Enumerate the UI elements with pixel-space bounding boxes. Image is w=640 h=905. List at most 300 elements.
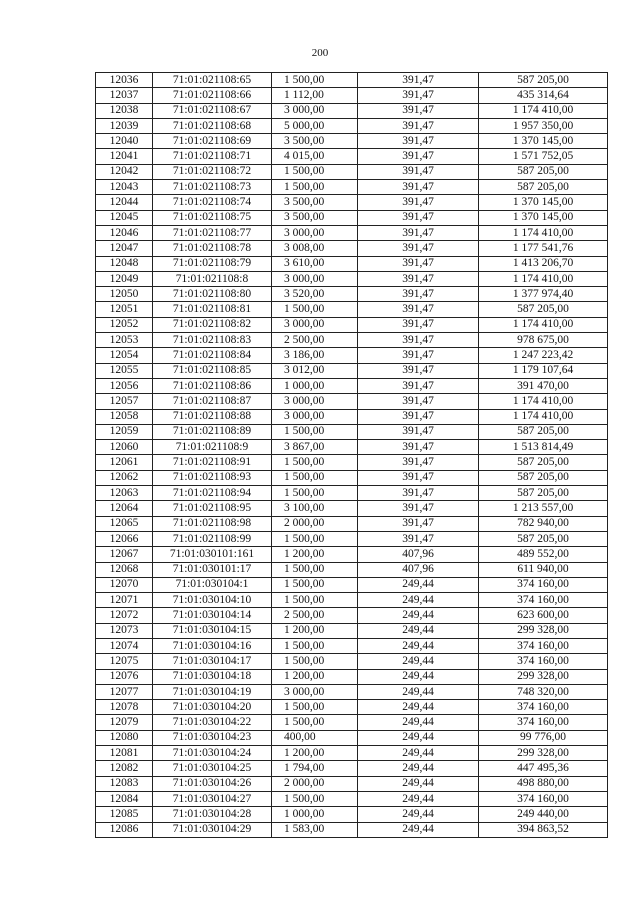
area-cell: 3 610,00 [272,256,358,271]
row-number-cell: 12052 [96,317,153,332]
area-cell: 3 100,00 [272,501,358,516]
row-number-cell: 12061 [96,455,153,470]
total-value-cell: 1 177 541,76 [479,241,608,256]
area-cell: 3 500,00 [272,134,358,149]
rate-cell: 249,44 [358,776,479,791]
table-row [96,348,608,363]
cadastral-number-cell: 71:01:021108:89 [153,424,272,439]
table-row [96,440,608,455]
total-value-cell: 587 205,00 [479,455,608,470]
total-value-cell: 1 174 410,00 [479,394,608,409]
rate-cell: 249,44 [358,761,479,776]
row-number-cell: 12044 [96,195,153,210]
total-value-cell: 611 940,00 [479,562,608,577]
cadastral-number-cell: 71:01:030104:20 [153,700,272,715]
table-row [96,547,608,562]
rate-cell: 391,47 [358,486,479,501]
cadastral-number-cell: 71:01:030101:161 [153,547,272,562]
rate-cell: 391,47 [358,210,479,225]
total-value-cell: 249 440,00 [479,807,608,822]
total-value-cell: 1 174 410,00 [479,103,608,118]
cadastral-number-cell: 71:01:021108:86 [153,378,272,393]
rate-cell: 391,47 [358,470,479,485]
total-value-cell: 1 174 410,00 [479,409,608,424]
area-cell: 1 500,00 [272,700,358,715]
area-cell: 3 000,00 [272,409,358,424]
table-row [96,317,608,332]
table-row [96,225,608,240]
rate-cell: 391,47 [358,333,479,348]
cadastral-number-cell: 71:01:030104:28 [153,807,272,822]
rate-cell: 407,96 [358,547,479,562]
cadastral-number-cell: 71:01:030104:16 [153,638,272,653]
row-number-cell: 12057 [96,394,153,409]
table-row [96,271,608,286]
rate-cell: 391,47 [358,317,479,332]
table-row [96,715,608,730]
table-row [96,210,608,225]
row-number-cell: 12039 [96,118,153,133]
cadastral-number-cell: 71:01:021108:74 [153,195,272,210]
table-row [96,424,608,439]
total-value-cell: 587 205,00 [479,531,608,546]
table-row [96,455,608,470]
cadastral-number-cell: 71:01:030104:15 [153,623,272,638]
rate-cell: 391,47 [358,195,479,210]
cadastral-number-cell: 71:01:021108:73 [153,180,272,195]
row-number-cell: 12050 [96,287,153,302]
table-row [96,562,608,577]
total-value-cell: 374 160,00 [479,791,608,806]
table-row [96,608,608,623]
area-cell: 3 867,00 [272,440,358,455]
area-cell: 1 500,00 [272,73,358,88]
table-row [96,577,608,592]
row-number-cell: 12054 [96,348,153,363]
area-cell: 3 000,00 [272,271,358,286]
area-cell: 1 200,00 [272,669,358,684]
total-value-cell: 374 160,00 [479,654,608,669]
rate-cell: 391,47 [358,149,479,164]
total-value-cell: 587 205,00 [479,180,608,195]
cadastral-number-cell: 71:01:030104:19 [153,684,272,699]
area-cell: 4 015,00 [272,149,358,164]
row-number-cell: 12062 [96,470,153,485]
area-cell: 1 500,00 [272,593,358,608]
cadastral-number-cell: 71:01:021108:75 [153,210,272,225]
total-value-cell: 1 174 410,00 [479,271,608,286]
total-value-cell: 1 370 145,00 [479,134,608,149]
total-value-cell: 447 495,36 [479,761,608,776]
cadastral-number-cell: 71:01:021108:93 [153,470,272,485]
cadastral-number-cell: 71:01:021108:8 [153,271,272,286]
cadastral-number-cell: 71:01:021108:65 [153,73,272,88]
row-number-cell: 12042 [96,164,153,179]
rate-cell: 391,47 [358,134,479,149]
row-number-cell: 12063 [96,486,153,501]
cadastral-number-cell: 71:01:030104:22 [153,715,272,730]
cadastral-number-cell: 71:01:021108:84 [153,348,272,363]
total-value-cell: 978 675,00 [479,333,608,348]
rate-cell: 391,47 [358,348,479,363]
row-number-cell: 12046 [96,225,153,240]
cadastral-number-cell: 71:01:021108:9 [153,440,272,455]
cadastral-number-cell: 71:01:030104:25 [153,761,272,776]
row-number-cell: 12074 [96,638,153,653]
table-row [96,164,608,179]
cadastral-number-cell: 71:01:021108:82 [153,317,272,332]
rate-cell: 249,44 [358,623,479,638]
area-cell: 2 000,00 [272,776,358,791]
cadastral-number-cell: 71:01:030104:24 [153,746,272,761]
area-cell: 1 500,00 [272,638,358,653]
registry-table-body [96,73,608,838]
total-value-cell: 587 205,00 [479,424,608,439]
table-row [96,516,608,531]
table-row [96,807,608,822]
area-cell: 1 794,00 [272,761,358,776]
row-number-cell: 12059 [96,424,153,439]
area-cell: 1 200,00 [272,547,358,562]
area-cell: 1 500,00 [272,562,358,577]
cadastral-number-cell: 71:01:030104:10 [153,593,272,608]
row-number-cell: 12077 [96,684,153,699]
area-cell: 3 000,00 [272,394,358,409]
total-value-cell: 1 413 206,70 [479,256,608,271]
total-value-cell: 489 552,00 [479,547,608,562]
rate-cell: 391,47 [358,241,479,256]
area-cell: 3 012,00 [272,363,358,378]
cadastral-number-cell: 71:01:021108:88 [153,409,272,424]
total-value-cell: 299 328,00 [479,746,608,761]
area-cell: 3 000,00 [272,103,358,118]
cadastral-number-cell: 71:01:021108:78 [153,241,272,256]
cadastral-number-cell: 71:01:021108:98 [153,516,272,531]
table-row [96,746,608,761]
cadastral-number-cell: 71:01:021108:83 [153,333,272,348]
row-number-cell: 12051 [96,302,153,317]
table-row [96,287,608,302]
rate-cell: 391,47 [358,378,479,393]
area-cell: 2 500,00 [272,608,358,623]
row-number-cell: 12053 [96,333,153,348]
area-cell: 3 520,00 [272,287,358,302]
table-row [96,241,608,256]
rate-cell: 391,47 [358,531,479,546]
area-cell: 3 000,00 [272,684,358,699]
total-value-cell: 1 377 974,40 [479,287,608,302]
rate-cell: 391,47 [358,424,479,439]
area-cell: 3 008,00 [272,241,358,256]
row-number-cell: 12058 [96,409,153,424]
table-row [96,761,608,776]
area-cell: 1 583,00 [272,822,358,837]
total-value-cell: 782 940,00 [479,516,608,531]
table-row [96,700,608,715]
table-row [96,149,608,164]
table-row [96,669,608,684]
row-number-cell: 12060 [96,440,153,455]
row-number-cell: 12038 [96,103,153,118]
rate-cell: 249,44 [358,593,479,608]
row-number-cell: 12066 [96,531,153,546]
table-row [96,180,608,195]
row-number-cell: 12070 [96,577,153,592]
table-row [96,791,608,806]
row-number-cell: 12036 [96,73,153,88]
table-row [96,623,608,638]
cadastral-number-cell: 71:01:030104:26 [153,776,272,791]
cadastral-number-cell: 71:01:021108:69 [153,134,272,149]
cadastral-number-cell: 71:01:021108:71 [153,149,272,164]
row-number-cell: 12048 [96,256,153,271]
rate-cell: 391,47 [358,501,479,516]
table-row [96,638,608,653]
rate-cell: 249,44 [358,746,479,761]
rate-cell: 391,47 [358,225,479,240]
row-number-cell: 12080 [96,730,153,745]
total-value-cell: 1 571 752,05 [479,149,608,164]
table-row [96,88,608,103]
registry-table [95,72,608,838]
rate-cell: 249,44 [358,715,479,730]
table-row [96,195,608,210]
total-value-cell: 374 160,00 [479,577,608,592]
table-row [96,531,608,546]
rate-cell: 249,44 [358,669,479,684]
table-row [96,363,608,378]
page-number: 200 [311,47,329,59]
rate-cell: 391,47 [358,164,479,179]
area-cell: 3 500,00 [272,195,358,210]
row-number-cell: 12040 [96,134,153,149]
cadastral-number-cell: 71:01:021108:77 [153,225,272,240]
row-number-cell: 12065 [96,516,153,531]
total-value-cell: 1 513 814,49 [479,440,608,455]
row-number-cell: 12081 [96,746,153,761]
area-cell: 3 000,00 [272,317,358,332]
total-value-cell: 374 160,00 [479,715,608,730]
area-cell: 1 200,00 [272,746,358,761]
area-cell: 1 500,00 [272,654,358,669]
table-row [96,654,608,669]
area-cell: 1 500,00 [272,791,358,806]
cadastral-number-cell: 71:01:021108:85 [153,363,272,378]
area-cell: 5 000,00 [272,118,358,133]
rate-cell: 391,47 [358,73,479,88]
area-cell: 1 500,00 [272,715,358,730]
cadastral-number-cell: 71:01:021108:68 [153,118,272,133]
rate-cell: 249,44 [358,822,479,837]
table-row [96,486,608,501]
row-number-cell: 12068 [96,562,153,577]
rate-cell: 391,47 [358,271,479,286]
rate-cell: 391,47 [358,103,479,118]
rate-cell: 391,47 [358,394,479,409]
cadastral-number-cell: 71:01:021108:66 [153,88,272,103]
table-row [96,593,608,608]
total-value-cell: 1 174 410,00 [479,317,608,332]
total-value-cell: 391 470,00 [479,378,608,393]
row-number-cell: 12045 [96,210,153,225]
row-number-cell: 12049 [96,271,153,286]
table-row [96,394,608,409]
cadastral-number-cell: 71:01:021108:81 [153,302,272,317]
rate-cell: 249,44 [358,638,479,653]
cadastral-number-cell: 71:01:021108:95 [153,501,272,516]
row-number-cell: 12086 [96,822,153,837]
rate-cell: 391,47 [358,440,479,455]
table-row [96,470,608,485]
rate-cell: 249,44 [358,700,479,715]
row-number-cell: 12047 [96,241,153,256]
cadastral-number-cell: 71:01:021108:91 [153,455,272,470]
table-row [96,822,608,837]
rate-cell: 391,47 [358,455,479,470]
total-value-cell: 498 880,00 [479,776,608,791]
total-value-cell: 374 160,00 [479,638,608,653]
area-cell: 1 500,00 [272,531,358,546]
area-cell: 1 112,00 [272,88,358,103]
total-value-cell: 1 370 145,00 [479,195,608,210]
rate-cell: 391,47 [358,409,479,424]
row-number-cell: 12067 [96,547,153,562]
cadastral-number-cell: 71:01:021108:87 [153,394,272,409]
total-value-cell: 435 314,64 [479,88,608,103]
table-row [96,776,608,791]
area-cell: 1 500,00 [272,455,358,470]
rate-cell: 249,44 [358,608,479,623]
cadastral-number-cell: 71:01:021108:79 [153,256,272,271]
area-cell: 1 000,00 [272,807,358,822]
table-row [96,73,608,88]
table-row [96,501,608,516]
row-number-cell: 12079 [96,715,153,730]
row-number-cell: 12043 [96,180,153,195]
rate-cell: 391,47 [358,118,479,133]
row-number-cell: 12072 [96,608,153,623]
row-number-cell: 12085 [96,807,153,822]
total-value-cell: 1 213 557,00 [479,501,608,516]
area-cell: 1 500,00 [272,577,358,592]
total-value-cell: 623 600,00 [479,608,608,623]
rate-cell: 391,47 [358,256,479,271]
cadastral-number-cell: 71:01:030104:18 [153,669,272,684]
total-value-cell: 1 174 410,00 [479,225,608,240]
area-cell: 1 500,00 [272,424,358,439]
rate-cell: 391,47 [358,363,479,378]
table-row [96,302,608,317]
area-cell: 3 500,00 [272,210,358,225]
row-number-cell: 12078 [96,700,153,715]
total-value-cell: 587 205,00 [479,470,608,485]
cadastral-number-cell: 71:01:030104:17 [153,654,272,669]
row-number-cell: 12073 [96,623,153,638]
area-cell: 1 500,00 [272,164,358,179]
total-value-cell: 99 776,00 [479,730,608,745]
total-value-cell: 587 205,00 [479,73,608,88]
total-value-cell: 1 247 223,42 [479,348,608,363]
total-value-cell: 587 205,00 [479,164,608,179]
cadastral-number-cell: 71:01:030104:29 [153,822,272,837]
rate-cell: 391,47 [358,88,479,103]
cadastral-number-cell: 71:01:030104:14 [153,608,272,623]
cadastral-number-cell: 71:01:021108:72 [153,164,272,179]
area-cell: 3 186,00 [272,348,358,363]
table-row [96,134,608,149]
total-value-cell: 748 320,00 [479,684,608,699]
table-row [96,684,608,699]
cadastral-number-cell: 71:01:021108:94 [153,486,272,501]
cadastral-number-cell: 71:01:030101:17 [153,562,272,577]
total-value-cell: 374 160,00 [479,593,608,608]
total-value-cell: 394 863,52 [479,822,608,837]
total-value-cell: 374 160,00 [479,700,608,715]
table-row [96,409,608,424]
rate-cell: 391,47 [358,516,479,531]
cadastral-number-cell: 71:01:030104:23 [153,730,272,745]
row-number-cell: 12083 [96,776,153,791]
table-row [96,730,608,745]
total-value-cell: 1 370 145,00 [479,210,608,225]
rate-cell: 249,44 [358,684,479,699]
rate-cell: 249,44 [358,730,479,745]
cadastral-number-cell: 71:01:021108:80 [153,287,272,302]
total-value-cell: 587 205,00 [479,302,608,317]
row-number-cell: 12076 [96,669,153,684]
row-number-cell: 12064 [96,501,153,516]
area-cell: 3 000,00 [272,225,358,240]
table-row [96,378,608,393]
total-value-cell: 299 328,00 [479,669,608,684]
total-value-cell: 1 179 107,64 [479,363,608,378]
row-number-cell: 12056 [96,378,153,393]
row-number-cell: 12084 [96,791,153,806]
rate-cell: 249,44 [358,654,479,669]
total-value-cell: 299 328,00 [479,623,608,638]
area-cell: 1 200,00 [272,623,358,638]
total-value-cell: 587 205,00 [479,486,608,501]
area-cell: 1 500,00 [272,302,358,317]
rate-cell: 391,47 [358,302,479,317]
rate-cell: 249,44 [358,807,479,822]
row-number-cell: 12075 [96,654,153,669]
total-value-cell: 1 957 350,00 [479,118,608,133]
row-number-cell: 12055 [96,363,153,378]
table-row [96,103,608,118]
rate-cell: 407,96 [358,562,479,577]
rate-cell: 249,44 [358,791,479,806]
rate-cell: 249,44 [358,577,479,592]
cadastral-number-cell: 71:01:021108:67 [153,103,272,118]
area-cell: 2 500,00 [272,333,358,348]
area-cell: 400,00 [272,730,358,745]
table-row [96,118,608,133]
row-number-cell: 12071 [96,593,153,608]
area-cell: 1 500,00 [272,180,358,195]
cadastral-number-cell: 71:01:030104:27 [153,791,272,806]
rate-cell: 391,47 [358,180,479,195]
rate-cell: 391,47 [358,287,479,302]
area-cell: 1 000,00 [272,378,358,393]
table-row [96,256,608,271]
cadastral-number-cell: 71:01:030104:1 [153,577,272,592]
row-number-cell: 12037 [96,88,153,103]
cadastral-number-cell: 71:01:021108:99 [153,531,272,546]
area-cell: 1 500,00 [272,486,358,501]
area-cell: 2 000,00 [272,516,358,531]
table-row [96,333,608,348]
